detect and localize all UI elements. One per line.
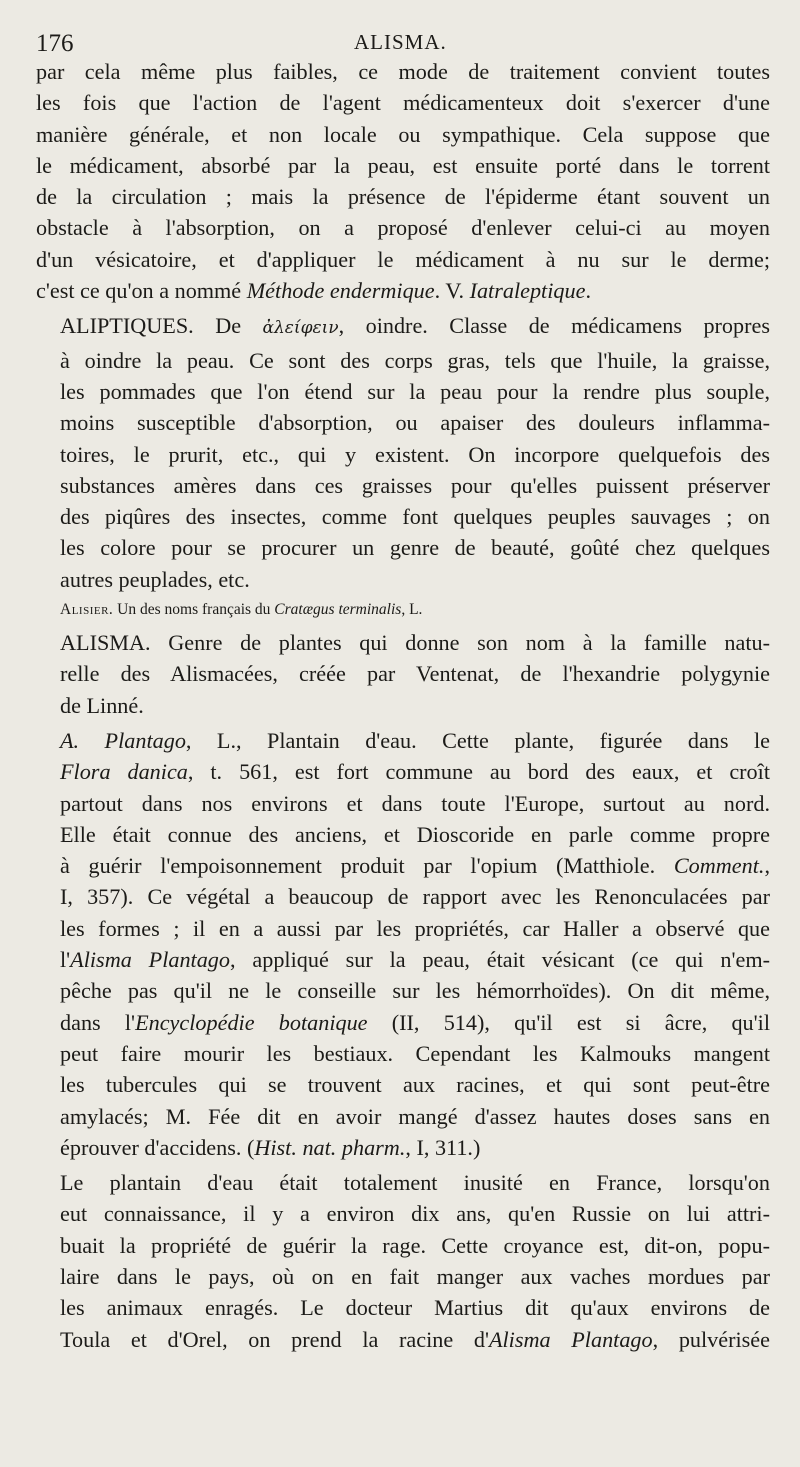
running-head: ALISMA.: [354, 30, 447, 54]
text-line: Elle était connue des anciens, et Dioscoride en parle comme propre: [60, 821, 770, 847]
text-line: substances amères dans ces graisses pour qu'elles puissent préserver: [60, 472, 770, 498]
text-run: (II, 514), qu'il est si âcre, qu'il: [367, 1009, 770, 1035]
book-title: Flora danica: [60, 759, 188, 785]
text-run: .: [585, 278, 591, 304]
text-run: l': [60, 947, 71, 973]
text-run: ALIPTIQUES. De: [60, 313, 263, 339]
text-line: [36, 850, 770, 881]
text-line: peut faire mourir les bestiaux. Cependant les Kalmouks mangent: [60, 1040, 770, 1066]
text-line: les fois que l'action de l'agent médicamenteux doit s'exercer d'une: [36, 90, 770, 116]
page-header: [36, 22, 770, 56]
text-line: moins susceptible d'absorption, ou apaiser des douleurs inflamma-: [60, 410, 770, 436]
text-run: ,: [764, 853, 770, 879]
species-name: A. Plantago: [60, 727, 186, 753]
text-line: partout dans nos environs et dans toute l'Europe, surtout au nord.: [60, 790, 770, 816]
text-line: les tubercules qui se trouvent aux racines, et qui sont peut-être: [60, 1072, 770, 1098]
text-line: par cela même plus faibles, ce mode de traitement convient toutes: [36, 59, 770, 84]
text-line: [36, 1007, 770, 1038]
text-line: amylacés; M. Fée dit en avoir mangé d'assez hautes doses sans en: [60, 1103, 770, 1129]
species-name: Cratægus terminalis: [274, 601, 402, 619]
entry-alisier-note: [60, 597, 770, 623]
text-run: , appliqué sur la peau, était vésicant (ce qui n'em-: [230, 947, 770, 973]
book-title: Comment.: [673, 853, 765, 879]
text-run: à guérir l'empoisonnement produit par l'opium (Matthiole.: [60, 853, 674, 879]
text-line: ALISMA. Genre de plantes qui donne son nom à la famille natu-: [60, 630, 770, 656]
text-line: les animaux enragés. Le docteur Martius dit qu'aux environs de: [60, 1295, 770, 1321]
text-line: [36, 1132, 770, 1163]
cross-reference: Iatraleptique: [469, 278, 586, 304]
text-line: buait la propriété de guérir la rage. Cette croyance est, dit-on, popu-: [60, 1232, 770, 1258]
text-line: [36, 756, 770, 787]
text-run: Un des noms français du: [113, 601, 275, 619]
paragraph-continuation: [36, 56, 770, 306]
text-line: le médicament, absorbé par la peau, est ensuite porté dans le torrent: [36, 152, 770, 178]
text-line: de la circulation ; mais la présence de l'épiderme étant souvent un: [36, 184, 770, 210]
text-run: , I, 311.): [405, 1134, 481, 1160]
text-line: d'un vésicatoire, et d'appliquer le médicament à nu sur le derme;: [36, 246, 770, 272]
text-line: de Linné.: [60, 692, 144, 718]
text-line: les formes ; il en a aussi par les propriétés, car Haller a observé que: [60, 915, 770, 941]
text-run: , pulvérisée: [652, 1326, 770, 1352]
text-line: autres peuplades, etc.: [60, 566, 250, 592]
text-line: eut connaissance, il y a environ dix ans, qu'en Russie on lui attri-: [60, 1201, 770, 1227]
entry-alisma: [36, 627, 770, 721]
italic-term: Méthode endermique: [246, 278, 435, 304]
text-run: , L.: [401, 601, 423, 619]
text-line: toires, le prurit, etc., qui y existent. On incorpore quelquefois des: [60, 441, 770, 467]
text-run: dans l': [60, 1009, 136, 1035]
paragraph-plantain-rage: [36, 1167, 770, 1355]
greek-word: ἀλείφειν: [262, 318, 339, 339]
page-number: 176: [36, 30, 74, 57]
text-line: I, 357). Ce végétal a beaucoup de rapport avec les Renonculacées par: [60, 884, 770, 910]
text-line: les pommades que l'on étend sur la peau pour la rendre plus souple,: [60, 378, 770, 404]
text-line: [36, 944, 770, 975]
species-name: Alisma Plantago: [488, 1326, 653, 1352]
text-line: Le plantain d'eau était totalement inusité en France, lorsqu'on: [60, 1170, 770, 1196]
text-line: [36, 275, 770, 306]
species-name: Alisma Plantago: [70, 947, 230, 973]
text-line: manière générale, et non locale ou sympathique. Cela suppose que: [36, 121, 770, 147]
entry-aliptiques: [36, 310, 770, 595]
note-term: Alisier.: [60, 601, 114, 619]
text-line: des piqûres des insectes, comme font quelques peuples sauvages ; on: [60, 504, 770, 530]
text-line: obstacle à l'absorption, on a proposé d'enlever celui-ci au moyen: [36, 215, 770, 241]
text-run: , t. 561, est fort commune au bord des eaux, et croît: [187, 759, 770, 785]
text-run: c'est ce qu'on a nommé: [36, 278, 247, 304]
text-run: , L., Plantain d'eau. Cette plante, figurée dans le: [185, 727, 771, 753]
text-run: éprouver d'accidens. (: [60, 1134, 255, 1160]
book-title: Hist. nat. pharm.: [254, 1134, 406, 1160]
text-line: pêche pas qu'il ne le conseille sur les hémorrhoïdes). On dit même,: [60, 978, 770, 1004]
text-line: [36, 1324, 770, 1355]
page-body: [36, 56, 770, 1355]
text-line: laire dans le pays, où on en fait manger aux vaches mordues par: [60, 1263, 770, 1289]
text-line: les colore pour se procurer un genre de beauté, goûté chez quelques: [60, 535, 770, 561]
text-line: [36, 310, 770, 344]
entry-alisma-plantago: [36, 725, 770, 1163]
text-line: relle des Alismacées, créée par Ventenat, de l'hexandrie polygynie: [60, 661, 770, 687]
text-run: , oindre. Classe de médicamens propres: [338, 313, 770, 339]
text-run: . V.: [434, 278, 470, 304]
book-title: Encyclopédie botanique: [135, 1009, 368, 1035]
text-line: [36, 725, 770, 756]
text-run: Toula et d'Orel, on prend la racine d': [60, 1326, 489, 1352]
text-line: à oindre la peau. Ce sont des corps gras, tels que l'huile, la graisse,: [60, 347, 770, 373]
